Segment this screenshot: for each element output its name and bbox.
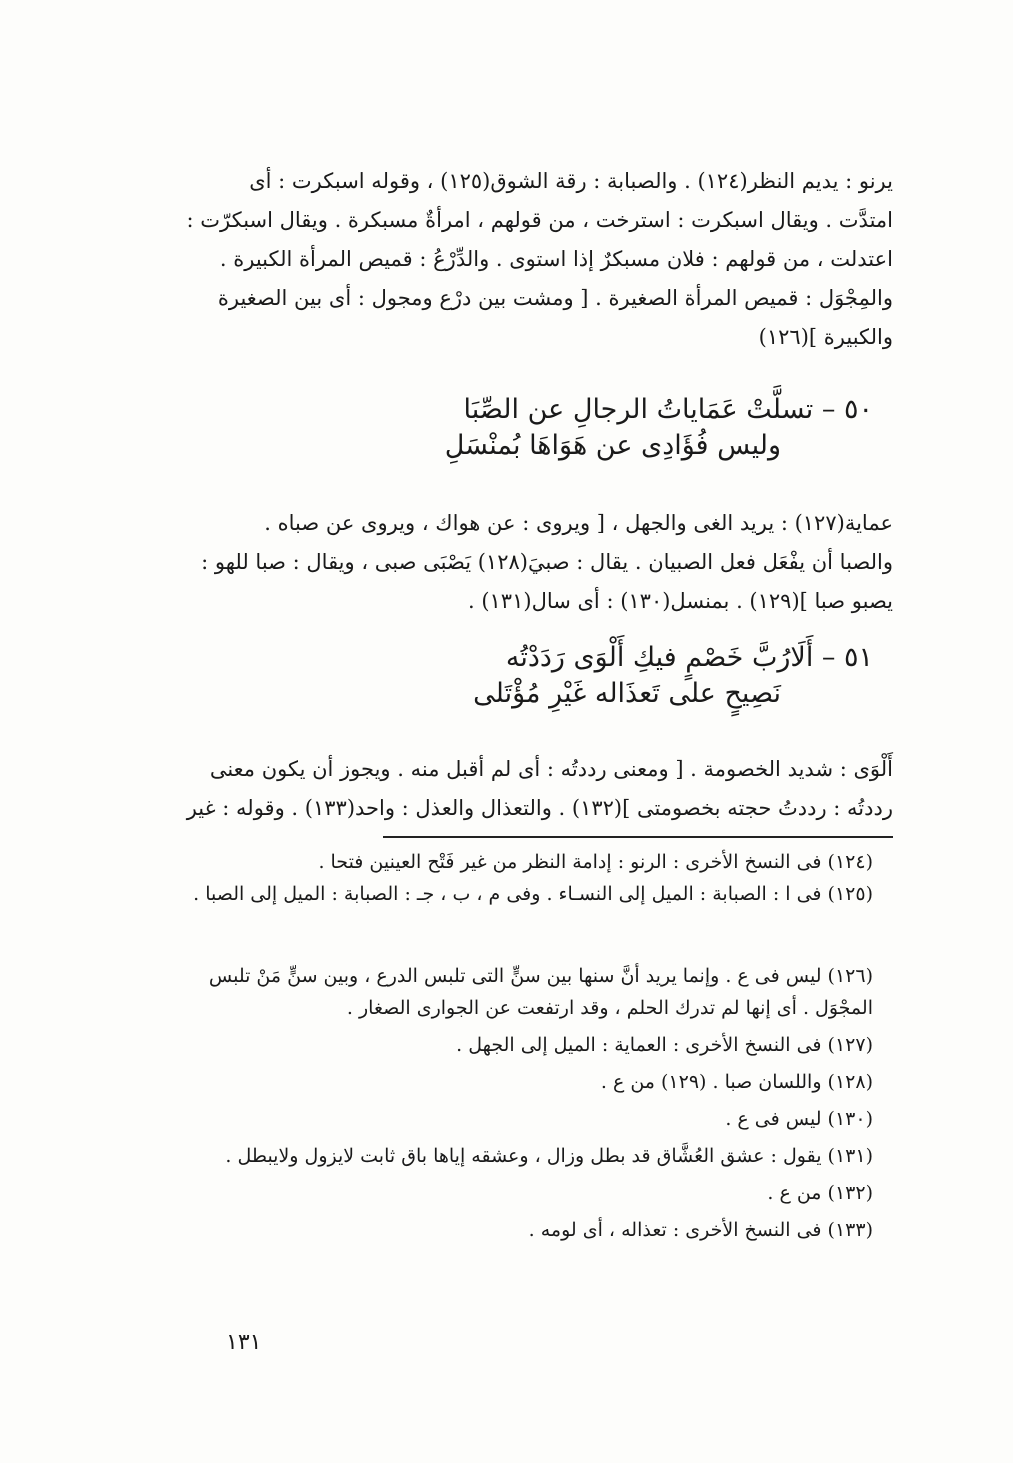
- commentary-block-2: [168, 504, 893, 621]
- verse-50: [153, 392, 873, 464]
- verse-51: [153, 640, 873, 712]
- verse-hemistich-1: ٥٠ – تسلَّتْ عَمَاياتُ الرجالِ عن الصِّبَا: [463, 394, 873, 425]
- verse-hemistich-2: وليس فُؤَادِى عن هَوَاهَا بُمنْسَلِ: [444, 430, 781, 461]
- commentary-block-1: [168, 162, 893, 357]
- footnotes-block-1: [153, 846, 873, 910]
- footnote: (١٢٥) فى ا : الصبابة : الميل إلى النسـاء . وفى م ، ب ، جـ : الصبابة : الميل إلى الصبا .: [193, 883, 873, 905]
- commentary-line: يصبو صبا ](١٢٩) . بمنسل(١٣٠) : أى سال(١٣١) .: [467, 589, 893, 613]
- footnote: (١٢٦) ليس فى ع . وإنما يريد أنَّ سنها بين سنٍّ التى تلبس الدرع ، وبين سنٍّ مَنْ تلبس المجْوَل . أى إنها لم تدرك الحلم ، وقد ارتفعت عن الجوارى الصغار .: [208, 965, 873, 1019]
- commentary-line: والصبا أن يفْعَل فعل الصبيان . يقال : صبيَ(١٢٨) يَصْبَى صبى ، ويقال : صبا للهو :: [201, 550, 893, 574]
- verse-hemistich-2: نَصِيحٍ على تَعذَاله غَيْرِ مُؤْتَلى: [473, 678, 781, 709]
- page-number: ١٣١: [226, 1330, 262, 1355]
- commentary-line: والمِجْوَل : قميص المرأة الصغيرة . [ ومشت بين درْع ومجول : أى بين الصغيرة: [217, 286, 893, 310]
- commentary-line: عماية(١٢٧) : يريد الغى والجهل ، [ ويروى : عن هواك ، ويروى عن صباه .: [264, 511, 893, 535]
- footnotes-block-2: [153, 960, 873, 1251]
- footnote: (١٣٢) من ع .: [767, 1182, 873, 1204]
- commentary-line: أَلْوَى : شديد الخصومة . [ ومعنى رددتُه : أى لم أقبل منه . ويجوز أن يكون معنى: [209, 757, 893, 781]
- footnote: (١٣١) يقول : عشق العُشَّاق قد بطل وزال ، وعشقه إياها باق ثابت لايزول ولايبطل .: [225, 1145, 873, 1167]
- commentary-block-3: [168, 750, 893, 828]
- footnote-divider: [383, 836, 893, 838]
- commentary-line: والكبيرة ](١٢٦): [758, 325, 893, 349]
- commentary-line: اعتدلت ، من قولهم : فلان مسبكرٌ إذا استوى . والدِّرْعُ : قميص المرأة الكبيرة .: [219, 247, 893, 271]
- commentary-line: امتدَّت . ويقال اسبكرت : استرخت ، من قولهم ، امرأةٌ مسبكرة . ويقال اسبكرّت :: [186, 208, 893, 232]
- commentary-line: يرنو : يديم النظر(١٢٤) . والصبابة : رقة الشوق(١٢٥) ، وقوله اسبكرت : أى: [249, 169, 893, 193]
- verse-hemistich-1: ٥١ – أَلَارُبَّ خَصْمٍ فيكِ أَلْوَى رَدَدْتُه: [505, 642, 873, 673]
- footnote: (١٣٣) فى النسخ الأخرى : تعذاله ، أى لومه .: [528, 1219, 873, 1241]
- commentary-line: رددتُه : رددتُ حجته بخصومتى ](١٣٢) . والتعذال والعذل : واحد(١٣٣) . وقوله : غير: [186, 796, 893, 820]
- footnote: (١٢٨) واللسان صبا . (١٢٩) من ع .: [600, 1071, 873, 1093]
- footnote: (١٢٤) فى النسخ الأخرى : الرنو : إدامة النظر من غير فَتْح العينين فتحا .: [318, 851, 873, 873]
- footnote: (١٣٠) ليس فى ع .: [725, 1108, 873, 1130]
- footnote: (١٢٧) فى النسخ الأخرى : العماية : الميل إلى الجهل .: [456, 1034, 873, 1056]
